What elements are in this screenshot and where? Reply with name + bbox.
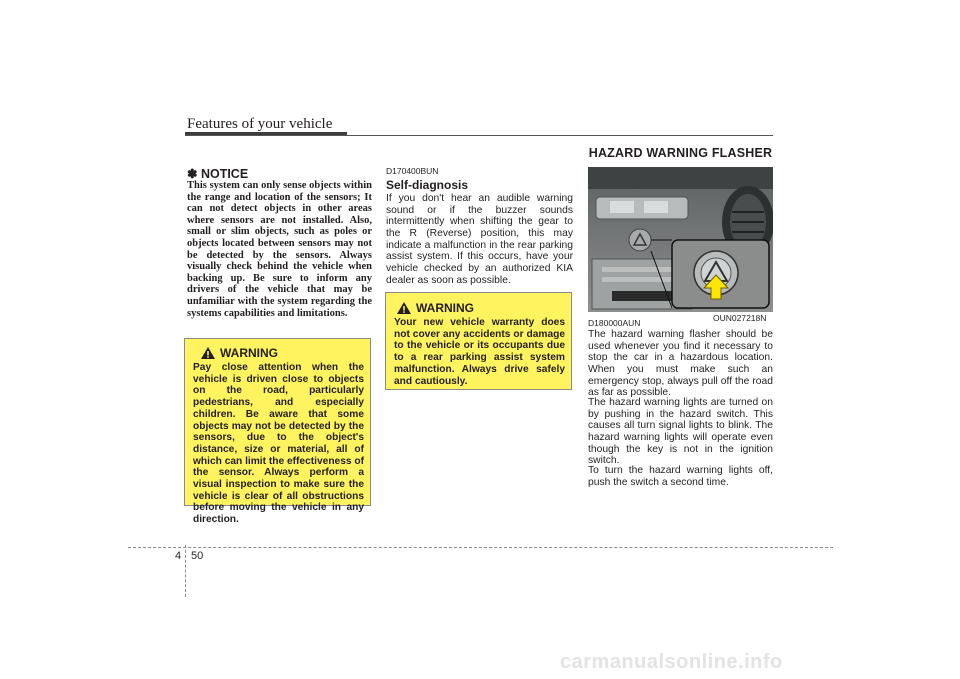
hazard-switch-photo: [588, 167, 773, 312]
notice-title: ✽ NOTICE: [187, 167, 249, 181]
warning-header: [193, 346, 364, 360]
running-header: Features of your vehicle: [187, 116, 333, 132]
section-code: D170400BUN: [386, 166, 439, 176]
page-number: 50: [191, 550, 204, 562]
section-title-self-diagnosis: Self-diagnosis: [386, 178, 469, 192]
image-code: OUN027218N: [713, 313, 767, 323]
warning-triangle-icon: [397, 302, 411, 314]
warning-header: [394, 301, 565, 315]
chapter-number: 4: [175, 550, 182, 562]
warning-title: WARNING: [416, 301, 474, 315]
section-code: D180000AUN: [588, 318, 641, 328]
hazard-paragraph-1: The hazard warning flasher should be used whenever you find it necessary to stop the car in a hazardous location. When you must make such an emergency stop, always pull off the road as far as possible.: [588, 329, 773, 399]
dashboard-illustration: [588, 167, 773, 312]
header-rule: [185, 135, 773, 136]
notice-body: This system can only sense objects within the range and location of the sensors; It can not detect objects in other areas where sensors are not installed. Also, small or slim objects, such as poles or objects located between sensors may not be detected by the sensors. Always visually check behind the vehicle when backing up. Be sure to inform any drivers of the vehicle that may be unfamiliar with the system regarding the systems capabilities and limitations.: [187, 180, 372, 319]
warning-triangle-icon: [201, 347, 215, 359]
footer-rule: [128, 547, 833, 548]
watermark: carmanualsonline.info: [560, 651, 783, 673]
self-diagnosis-body: If you don't hear an audible warning sound or if the buzzer sounds intermittently when shifting the gear to the R (Reverse) position, this may indicate a malfunction in the rear parking assist system. If this occurs, have your vehicle checked by an authorized KIA dealer as soon as possible.: [386, 193, 573, 286]
warning-box-warranty: [385, 292, 572, 390]
warning-body: Your new vehicle warranty does not cover any accidents or damage to the vehicle or its occupants due to a rear parking assist system malfunction. Always drive safely and cautiously.: [394, 317, 565, 387]
hazard-paragraph-2: The hazard warning lights are turned on by pushing in the hazard switch. This causes all turn signal lights to blink. The hazard warning lights will operate even though the key is not in the ignition switch.: [588, 397, 773, 467]
warning-title: WARNING: [220, 346, 278, 360]
warning-body: Pay close attention when the vehicle is driven close to objects on the road, particularly pedestrians, and especially children. Be aware that some objects may not be detected by the sensors, due to the object's distance, size or material, all of which can limit the effectiveness of the sensor. Always perform a visual inspection to make sure the vehicle is clear of all obstructions before moving the vehicle in any direction.: [193, 362, 364, 526]
section-title-hazard: HAZARD WARNING FLASHER: [588, 146, 773, 160]
footer-divider: [185, 545, 186, 597]
warning-box-sensors: [184, 338, 371, 526]
hazard-paragraph-3: To turn the hazard warning lights off, push the switch a second time.: [588, 465, 773, 488]
